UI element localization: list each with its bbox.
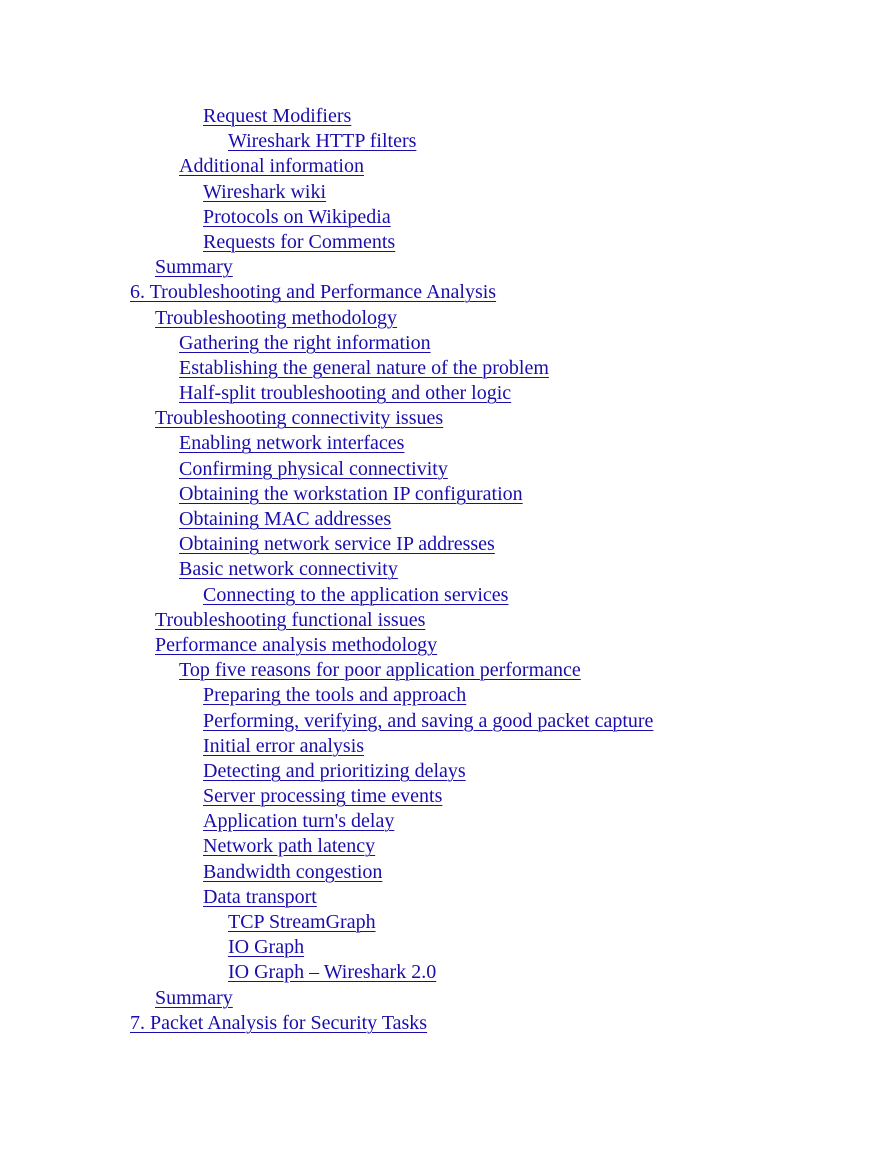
- toc-link[interactable]: Bandwidth congestion: [203, 860, 383, 883]
- toc-link[interactable]: Initial error analysis: [203, 734, 365, 757]
- toc-link[interactable]: Summary: [155, 986, 233, 1009]
- toc-link[interactable]: Request Modifiers: [203, 105, 352, 127]
- toc-link[interactable]: Preparing the tools and approach: [203, 684, 467, 707]
- toc-link[interactable]: Requests for Comments: [203, 230, 396, 253]
- toc-entry: [0, 1011, 893, 1036]
- toc-entry: [0, 180, 893, 205]
- toc-entry: [0, 759, 893, 784]
- toc-entry: [0, 784, 893, 809]
- toc-link[interactable]: Obtaining MAC addresses: [179, 508, 392, 530]
- toc-entry: [0, 306, 893, 331]
- toc-entry: [0, 230, 893, 255]
- toc-link[interactable]: Protocols on Wikipedia: [203, 205, 391, 228]
- toc-entry: [0, 935, 893, 960]
- toc-entry: [0, 205, 893, 230]
- toc-entry: [0, 482, 893, 507]
- toc-entry: [0, 709, 893, 734]
- toc-link[interactable]: Obtaining the workstation IP configuration: [179, 482, 523, 505]
- toc-link[interactable]: Application turn's delay: [203, 810, 395, 833]
- toc-entry: [0, 280, 893, 305]
- toc-link[interactable]: Top five reasons for poor application performance: [179, 659, 581, 682]
- toc-entry: [0, 986, 893, 1011]
- toc-entry: [0, 683, 893, 708]
- toc-entry: [0, 104, 893, 129]
- toc-link[interactable]: Data transport: [203, 885, 317, 908]
- toc-link[interactable]: Enabling network interfaces: [179, 432, 405, 455]
- toc-entry: [0, 457, 893, 482]
- toc-link[interactable]: 6. Troubleshooting and Performance Analysis: [130, 281, 497, 304]
- toc-link[interactable]: IO Graph: [228, 936, 305, 959]
- toc-link[interactable]: Detecting and prioritizing delays: [203, 759, 466, 782]
- toc-entry: [0, 381, 893, 406]
- toc-link[interactable]: Wireshark wiki: [203, 180, 327, 203]
- toc-entry: [0, 129, 893, 154]
- toc-entry: [0, 658, 893, 683]
- toc-link[interactable]: TCP StreamGraph: [228, 911, 376, 933]
- toc-entry: [0, 860, 893, 885]
- toc-entry: [0, 331, 893, 356]
- toc-entry: [0, 431, 893, 456]
- toc-link[interactable]: Troubleshooting connectivity issues: [155, 407, 444, 430]
- toc-entry: [0, 356, 893, 381]
- toc-link[interactable]: Gathering the right information: [179, 331, 431, 354]
- toc-link[interactable]: Establishing the general nature of the problem: [179, 356, 549, 379]
- table-of-contents: [0, 104, 893, 1036]
- toc-link[interactable]: IO Graph – Wireshark 2.0: [228, 961, 437, 984]
- toc-link[interactable]: Server processing time events: [203, 785, 443, 808]
- toc-link[interactable]: Wireshark HTTP filters: [228, 130, 417, 153]
- toc-entry: [0, 885, 893, 910]
- toc-link[interactable]: Summary: [155, 256, 233, 279]
- toc-link[interactable]: Connecting to the application services: [203, 583, 509, 606]
- toc-link[interactable]: Troubleshooting functional issues: [155, 608, 426, 631]
- toc-entry: [0, 154, 893, 179]
- toc-link[interactable]: 7. Packet Analysis for Security Tasks: [130, 1011, 428, 1034]
- toc-link[interactable]: Network path latency: [203, 835, 376, 858]
- toc-link[interactable]: Half-split troubleshooting and other logic: [179, 382, 512, 405]
- toc-entry: [0, 532, 893, 557]
- toc-entry: [0, 557, 893, 582]
- toc-link[interactable]: Performance analysis methodology: [155, 633, 438, 656]
- toc-entry: [0, 809, 893, 834]
- toc-entry: [0, 406, 893, 431]
- toc-entry: [0, 910, 893, 935]
- toc-entry: [0, 255, 893, 280]
- toc-entry: [0, 633, 893, 658]
- toc-entry: [0, 960, 893, 985]
- toc-link[interactable]: Troubleshooting methodology: [155, 306, 398, 329]
- toc-entry: [0, 734, 893, 759]
- toc-link[interactable]: Performing, verifying, and saving a good packet capture: [203, 709, 654, 732]
- toc-link[interactable]: Confirming physical connectivity: [179, 457, 448, 480]
- toc-link[interactable]: Additional information: [179, 155, 364, 178]
- toc-link[interactable]: Obtaining network service IP addresses: [179, 533, 495, 556]
- toc-entry: [0, 507, 893, 532]
- toc-entry: [0, 608, 893, 633]
- toc-entry: [0, 834, 893, 859]
- toc-link[interactable]: Basic network connectivity: [179, 558, 398, 581]
- toc-entry: [0, 583, 893, 608]
